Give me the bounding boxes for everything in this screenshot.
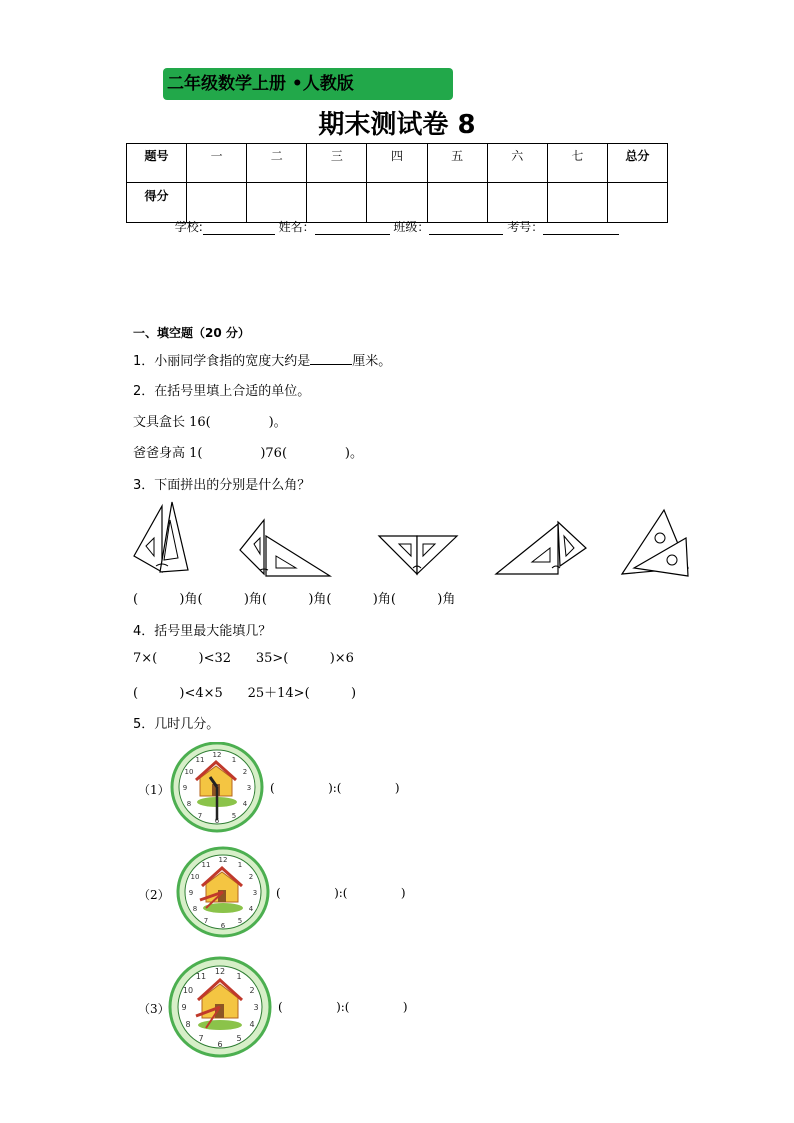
q1-answer-blank[interactable] — [310, 352, 352, 365]
svg-text:3: 3 — [253, 1003, 259, 1012]
set-square-figure-5 — [620, 506, 690, 578]
svg-text:6: 6 — [220, 922, 226, 930]
svg-text:7: 7 — [197, 812, 203, 820]
svg-text:7: 7 — [203, 917, 209, 925]
svg-text:1: 1 — [236, 972, 242, 981]
svg-text:4: 4 — [242, 800, 248, 808]
score-input-cell[interactable] — [367, 183, 427, 223]
question-5: 5．几时几分。 — [133, 717, 220, 732]
set-square-figure-1 — [132, 500, 196, 580]
student-info-line — [0, 218, 794, 235]
svg-text:5: 5 — [231, 812, 237, 820]
table-cell: 五 — [427, 144, 487, 183]
clock-1-answer[interactable]: ( ):( ) — [270, 781, 400, 795]
table-cell: 三 — [307, 144, 367, 183]
svg-text:2: 2 — [249, 986, 255, 995]
set-square-figure-2 — [236, 514, 334, 580]
svg-text:8: 8 — [186, 800, 192, 808]
grade-badge: 二年级数学上册 •人教版 — [163, 68, 453, 100]
score-table — [126, 143, 668, 223]
clock-2-answer[interactable]: ( ):( ) — [276, 886, 406, 900]
table-cell: 得分 — [127, 183, 187, 223]
score-input-cell[interactable] — [547, 183, 607, 223]
svg-text:4: 4 — [248, 905, 254, 913]
exam-no-label: 考号： — [507, 220, 544, 234]
table-cell: 题号 — [127, 144, 187, 183]
table-cell: 四 — [367, 144, 427, 183]
set-square-figure-4 — [494, 518, 590, 578]
svg-text:3: 3 — [246, 784, 252, 792]
svg-text:10: 10 — [182, 986, 194, 995]
table-cell: 一 — [187, 144, 247, 183]
set-square-figure-3 — [377, 534, 459, 578]
svg-text:10: 10 — [190, 873, 200, 881]
score-input-cell[interactable] — [247, 183, 307, 223]
class-field[interactable] — [429, 222, 503, 235]
score-input-cell[interactable] — [307, 183, 367, 223]
svg-text:8: 8 — [192, 905, 198, 913]
svg-text:11: 11 — [195, 972, 207, 981]
svg-text:6: 6 — [214, 817, 220, 825]
clock-3-answer[interactable]: ( ):( ) — [278, 1000, 408, 1014]
question-3: 3．下面拼出的分别是什么角？ — [133, 478, 311, 493]
question-4a: 7×( )<32 35>( )×6 — [133, 651, 354, 666]
score-table-header-row — [127, 144, 668, 183]
svg-text:12: 12 — [212, 751, 222, 759]
clock-2 — [176, 846, 274, 940]
svg-text:9: 9 — [188, 889, 194, 897]
svg-text:2: 2 — [248, 873, 254, 881]
svg-text:8: 8 — [185, 1020, 191, 1029]
svg-text:1: 1 — [231, 756, 237, 764]
svg-text:12: 12 — [218, 856, 228, 864]
svg-text:9: 9 — [182, 784, 188, 792]
question-1: 1．小丽同学食指的宽度大约是 厘米。 — [133, 354, 392, 369]
exam-no-field[interactable] — [543, 222, 619, 235]
svg-text:9: 9 — [181, 1003, 187, 1012]
clock-3-label: （3） — [138, 1002, 170, 1016]
table-cell: 总分 — [607, 144, 667, 183]
class-label: 班级： — [393, 220, 430, 234]
svg-text:12: 12 — [214, 967, 226, 976]
table-cell: 二 — [247, 144, 307, 183]
svg-text:7: 7 — [198, 1034, 204, 1043]
clock-2-label: （2） — [138, 888, 170, 902]
question-2a: 文具盒长 16( )。 — [133, 415, 287, 430]
name-label: 姓名： — [278, 220, 315, 234]
score-input-cell[interactable] — [487, 183, 547, 223]
score-input-cell[interactable] — [427, 183, 487, 223]
svg-text:3: 3 — [252, 889, 258, 897]
score-table-score-row — [127, 183, 668, 223]
question-4: 4．括号里最大能填几？ — [133, 624, 272, 639]
svg-text:5: 5 — [236, 1034, 242, 1043]
question-3-answers: ( )角( )角( )角( )角( )角 — [133, 592, 456, 607]
score-input-cell[interactable] — [607, 183, 667, 223]
svg-text:1: 1 — [237, 861, 243, 869]
table-cell: 七 — [547, 144, 607, 183]
svg-text:10: 10 — [184, 768, 194, 776]
page-title: 期末测试卷 8 — [318, 110, 476, 140]
svg-text:11: 11 — [195, 756, 205, 764]
question-2b: 爸爸身高 1( )76( )。 — [133, 446, 363, 461]
name-field[interactable] — [315, 222, 390, 235]
svg-text:6: 6 — [217, 1040, 223, 1049]
clock-1-label: （1） — [138, 783, 170, 797]
svg-text:4: 4 — [249, 1020, 255, 1029]
section-heading: 一、填空题（20 分） — [133, 326, 250, 340]
svg-text:11: 11 — [201, 861, 211, 869]
clock-1 — [170, 742, 266, 834]
table-cell: 六 — [487, 144, 547, 183]
school-field[interactable] — [203, 222, 275, 235]
clock-3 — [168, 956, 274, 1060]
svg-text:2: 2 — [242, 768, 248, 776]
school-label: 学校: — [174, 220, 203, 234]
svg-text:5: 5 — [237, 917, 243, 925]
question-4b: ( )<4×5 25＋14>( ) — [133, 686, 357, 701]
score-input-cell[interactable] — [187, 183, 247, 223]
question-2: 2．在括号里填上合适的单位。 — [133, 384, 311, 399]
